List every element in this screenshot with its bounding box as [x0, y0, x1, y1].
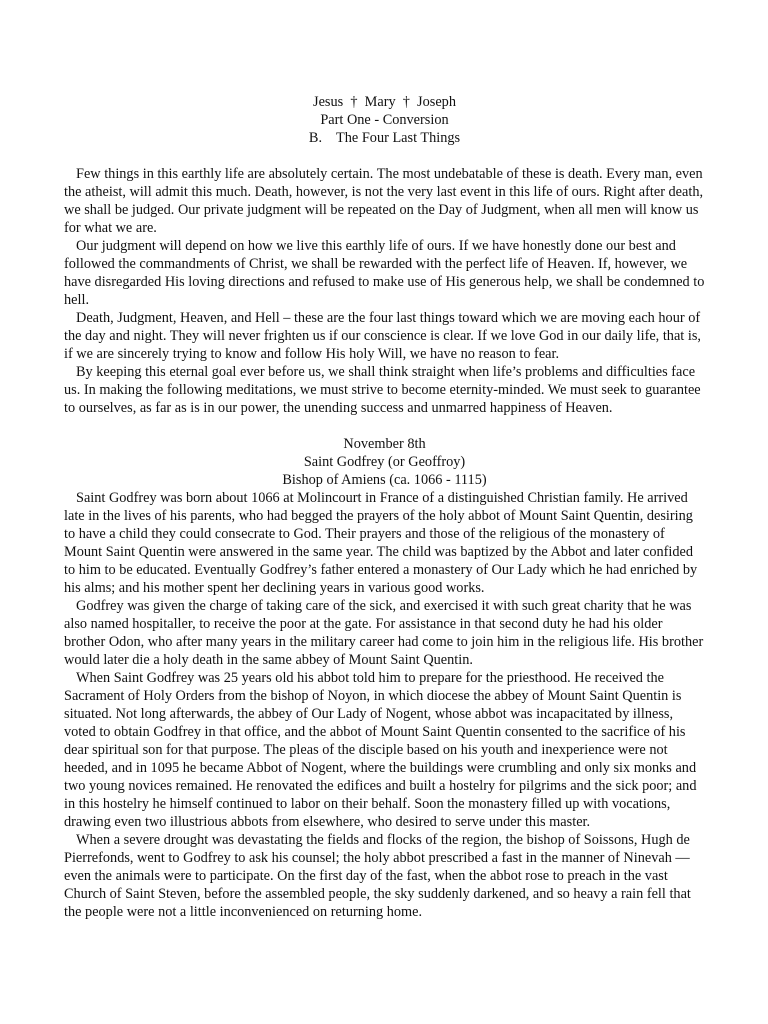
saint-name: Saint Godfrey (or Geoffroy): [303, 454, 466, 470]
saint-title: Bishop of Amiens (ca. 1066 - 1115): [282, 472, 487, 488]
biography-paragraph: Godfrey was given the charge of taking care of the sick, and exercised it with such great charity that he was also named hospitaller, to receive the poor at the gate. For assistance in that second duty he had his older brother Odon, who after many years in the military career had come to join him in the religious life. His brother would later die a holy death in the same abbey of Mount Saint Quentin.: [64, 598, 704, 668]
biography-paragraph: When a severe drought was devastating the fields and flocks of the region, the bishop of Soissons, Hugh de Pierrefonds, went to Godfrey to ask his counsel; the holy abbot prescribed a fast in the manner of Ninevah — even the animals were to participate. On the first day of the fast, when the abbot rose to preach in the vast Church of Saint Steven, before the assembled people, the sky suddenly darkened, and so heavy a rain fell that the people were not a little inconvenienced on returning home.: [64, 832, 691, 920]
spacer: [64, 147, 705, 165]
spacer: [64, 417, 705, 435]
biography-paragraph: When Saint Godfrey was 25 years old his abbot told him to prepare for the priesthood. He received the Sacrament of Holy Orders from the bishop of Noyon, in which diocese the abbey of Mount Saint Quentin is situated. Not long afterwards, the abbey of Our Lady of Nogent, whose abbot was incapacitated by illness, voted to obtain Godfrey in that office, and the abbot of Mount Saint Quentin consented to the sacrifice of his dear spiritual son for that purpose. The pleas of the disciple based on his youth and inexperience were not heeded, and in 1095 he became Abbot of Nogent, where the buildings were crumbling and only six monks and two young novices remained. He renovated the edifices and built a hostelry for pilgrims and the sick poor; and in this hostelry he himself continued to labor on their behalf. Soon the monastery filled up with vocations, drawing even two illustrious abbots from elsewhere, who desired to serve under this master.: [64, 670, 697, 830]
intro-paragraph: Death, Judgment, Heaven, and Hell – these are the four last things toward which we are moving each hour of the day and night. They will never frighten us if our conscience is clear. If we love God in our daily life, that is, if we are sincerely trying to know and follow His holy Will, we have no reason to fear.: [64, 310, 701, 362]
saint-header: [64, 435, 705, 489]
page-content: [64, 93, 705, 921]
header-part-title: Part One - Conversion: [320, 112, 449, 128]
saint-biography: [64, 489, 705, 921]
header-section-title: B. The Four Last Things: [308, 130, 461, 146]
header-invocation: Jesus † Mary † Joseph: [313, 94, 456, 110]
saint-date: November 8th: [343, 436, 426, 452]
intro-paragraph: By keeping this eternal goal ever before us, we shall think straight when life’s problems and difficulties face us. In making the following meditations, we must strive to become eternity-minded. We must seek to guarantee to ourselves, as far as is in our power, the unending success and unmarred happiness of Heaven.: [64, 364, 701, 416]
intro-section: [64, 165, 705, 417]
intro-paragraph: Our judgment will depend on how we live this earthly life of ours. If we have honestly done our best and followed the commandments of Christ, we shall be rewarded with the perfect life of Heaven. If, however, we have disregarded His loving directions and refused to make use of His generous help, we shall be condemned to hell.: [64, 238, 705, 308]
biography-paragraph: Saint Godfrey was born about 1066 at Molincourt in France of a distinguished Christian family. He arrived late in the lives of his parents, who had begged the prayers of the holy abbot of Mount Saint Quentin, desiring to have a child they could consecrate to God. Their prayers and those of the religious of the monastery of Mount Saint Quentin were answered in the same year. The child was baptized by the Abbot and later confided to him to be educated. Eventually Godfrey’s father entered a monastery of Our Lady which he had enriched by his alms; and his mother spent her declining years in various good works.: [64, 490, 698, 596]
intro-paragraph: Few things in this earthly life are absolutely certain. The most undebatable of these is death. Every man, even the atheist, will admit this much. Death, however, is not the very last event in this life of ours. Right after death, we shall be judged. Our private judgment will be repeated on the Day of Judgment, when all men will know us for what we are.: [64, 166, 704, 236]
header-block: [64, 93, 705, 147]
